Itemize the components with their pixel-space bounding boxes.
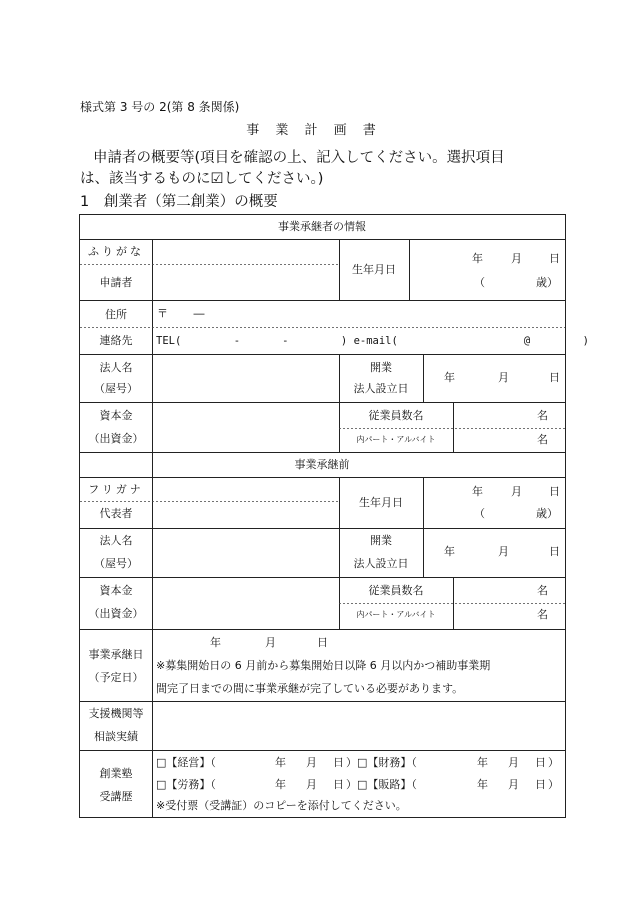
corp-name-label: 法人名 bbox=[99, 361, 133, 374]
before-day-unit: 日 bbox=[549, 485, 560, 498]
capital-sub-label: （出資金） bbox=[88, 432, 144, 445]
capital-label: 資本金 bbox=[99, 409, 133, 422]
seminar-hanro-checkbox[interactable]: □【販路】（ bbox=[357, 778, 417, 791]
before-open-label: 開業 bbox=[370, 534, 392, 547]
before-employees-unit: 名 bbox=[537, 584, 548, 597]
seminar-zaimu-checkbox[interactable]: □【財務】（ bbox=[357, 756, 417, 769]
zaimu-month: 月 bbox=[508, 756, 519, 769]
successor-header: 事業承継者の情報 bbox=[278, 220, 366, 233]
age-open: （ bbox=[474, 276, 485, 289]
employees-label: 従業員数名 bbox=[368, 409, 424, 422]
before-year-unit: 年 bbox=[472, 485, 483, 498]
keiei-month: 月 bbox=[306, 756, 317, 769]
zaimu-close: ） bbox=[548, 756, 559, 769]
before-month-unit: 月 bbox=[511, 485, 522, 498]
before-trade-name-label: （屋号） bbox=[94, 557, 138, 570]
support-sub-label: 相談実績 bbox=[94, 730, 138, 743]
corp-day-unit: 日 bbox=[549, 371, 560, 384]
furigana-label: ふりがな bbox=[88, 245, 144, 258]
intro-line-1: 申請者の概要等(項目を確認の上、記入してください。選択項目 bbox=[93, 150, 505, 166]
before-employees-label: 従業員数名 bbox=[368, 584, 424, 597]
intro-line-2: は、該当するものに☑してください。) bbox=[80, 171, 324, 187]
before-corp-name-label: 法人名 bbox=[99, 534, 133, 547]
before-corp-year-unit: 年 bbox=[444, 545, 455, 558]
succession-date-label: 事業承継日 bbox=[88, 648, 144, 661]
keiei-year: 年 bbox=[275, 756, 286, 769]
trade-name-label: （屋号） bbox=[94, 382, 138, 395]
page-title: 事 業 計 画 書 bbox=[246, 123, 382, 138]
roumu-year: 年 bbox=[275, 778, 286, 791]
before-corp-month-unit: 月 bbox=[498, 545, 509, 558]
month-unit: 月 bbox=[511, 252, 522, 265]
seminar-roumu-checkbox[interactable]: □【労務】（ bbox=[156, 778, 216, 791]
succession-day-unit: 日 bbox=[317, 636, 328, 649]
corp-est-label: 法人設立日 bbox=[353, 382, 409, 395]
form-id: 様式第 3 号の 2(第 8 条関係) bbox=[80, 100, 240, 114]
seminar-label: 創業塾 bbox=[99, 767, 133, 780]
postal-mark: 〒 ― bbox=[157, 307, 205, 320]
before-capital-label: 資本金 bbox=[99, 584, 133, 597]
before-corp-est-label: 法人設立日 bbox=[353, 557, 409, 570]
day-unit: 日 bbox=[549, 252, 560, 265]
open-label: 開業 bbox=[370, 361, 392, 374]
succession-year-unit: 年 bbox=[210, 636, 221, 649]
before-furigana-label: フリガナ bbox=[88, 483, 144, 496]
roumu-day: 日 bbox=[333, 778, 344, 791]
seminar-sub-label: 受講歴 bbox=[99, 790, 133, 803]
zaimu-day: 日 bbox=[535, 756, 546, 769]
succession-month-unit: 月 bbox=[265, 636, 276, 649]
tel-email-line: TEL( - - ) e-mail( @ ) bbox=[156, 335, 589, 347]
before-age-close: 歳） bbox=[536, 507, 558, 520]
support-label: 支援機関等 bbox=[88, 707, 144, 720]
contact-label: 連絡先 bbox=[99, 334, 133, 347]
before-corp-day-unit: 日 bbox=[549, 545, 560, 558]
age-close: 歳） bbox=[536, 276, 558, 289]
before-part-time-unit: 名 bbox=[537, 608, 548, 621]
roumu-month: 月 bbox=[306, 778, 317, 791]
year-unit: 年 bbox=[472, 252, 483, 265]
before-birthdate-label: 生年月日 bbox=[359, 496, 403, 509]
roumu-close: ） bbox=[346, 778, 357, 791]
hanro-day: 日 bbox=[535, 778, 546, 791]
birthdate-label: 生年月日 bbox=[352, 263, 396, 276]
zaimu-year: 年 bbox=[477, 756, 488, 769]
applicant-label: 申請者 bbox=[99, 276, 133, 289]
before-capital-sub-label: （出資金） bbox=[88, 607, 144, 620]
seminar-keiei-checkbox[interactable]: □【経営】（ bbox=[156, 756, 216, 769]
before-part-time-label: 内パート・アルバイト bbox=[356, 610, 436, 619]
seminar-note: ※受付票（受講証）のコピーを添付してください。 bbox=[156, 799, 407, 812]
keiei-close: ） bbox=[346, 756, 357, 769]
corp-year-unit: 年 bbox=[444, 371, 455, 384]
part-time-unit: 名 bbox=[537, 433, 548, 446]
corp-month-unit: 月 bbox=[498, 371, 509, 384]
address-label: 住所 bbox=[105, 308, 127, 321]
succession-note-2: 間完了日までの間に事業承継が完了している必要があります。 bbox=[156, 682, 464, 695]
hanro-month: 月 bbox=[508, 778, 519, 791]
before-header: 事業承継前 bbox=[294, 458, 350, 471]
succession-note-1: ※募集開始日の 6 月前から募集開始日以降 6 月以内かつ補助事業期 bbox=[156, 659, 491, 672]
hanro-close: ） bbox=[548, 778, 559, 791]
section-heading: 1 創業者（第二創業）の概要 bbox=[80, 194, 278, 210]
representative-label: 代表者 bbox=[99, 507, 133, 520]
keiei-day: 日 bbox=[333, 756, 344, 769]
succession-date-sub: （予定日） bbox=[88, 671, 144, 684]
part-time-label: 内パート・アルバイト bbox=[356, 435, 436, 444]
hanro-year: 年 bbox=[477, 778, 488, 791]
employees-unit: 名 bbox=[537, 409, 548, 422]
before-age-open: （ bbox=[474, 507, 485, 520]
